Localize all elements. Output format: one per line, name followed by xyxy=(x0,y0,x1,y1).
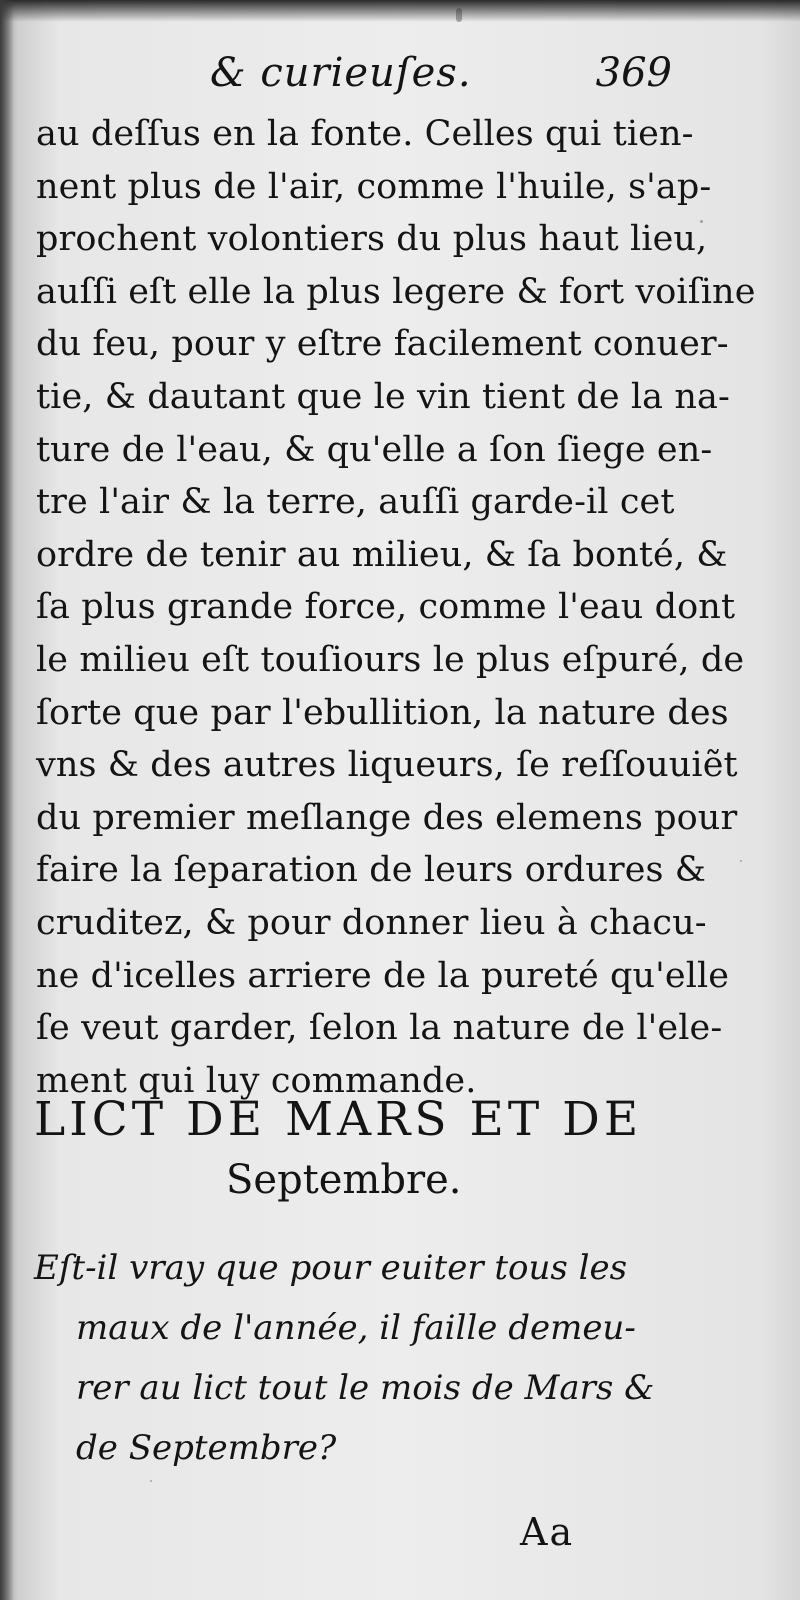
section-heading-line: LICT DE MARS ET DE xyxy=(34,1092,643,1147)
body-line: du feu, pour y eſtre facilement conuer- xyxy=(36,324,729,365)
running-head xyxy=(200,50,690,110)
question-line: maux de l'année, il faille demeu- xyxy=(76,1308,636,1348)
body-line: tie, & dautant que le vin tient de la na- xyxy=(36,376,730,417)
section-heading xyxy=(34,1090,684,1210)
question-line: Eſt-il vray que pour euiter tous les xyxy=(34,1248,628,1288)
question-line: rer au lict tout le mois de Mars & xyxy=(76,1368,655,1408)
question-line: de Septembre? xyxy=(76,1428,337,1468)
body-line: tre l'air & la terre, auſſi garde-il cet xyxy=(36,482,675,523)
scan-top-shadow xyxy=(0,0,800,22)
running-title: & curieuſes. xyxy=(210,50,472,96)
body-line: vns & des autres liqueurs, ſe reſſouuiẽt xyxy=(36,745,738,786)
body-line: ordre de tenir au milieu, & ſa bonté, & xyxy=(36,534,728,575)
body-line: le milieu eſt touſiours le plus eſpuré, de xyxy=(36,639,745,680)
body-line: cruditez, & pour donner lieu à chacu- xyxy=(36,902,707,943)
body-line: au deſſus en la fonte. Celles qui tien- xyxy=(36,114,694,154)
body-line: ſe veut garder, ſelon la nature de l'ele- xyxy=(36,1008,723,1049)
ink-speck xyxy=(700,220,703,223)
question-block xyxy=(34,1238,694,1478)
body-line: prochent volontiers du plus haut lieu, xyxy=(36,219,708,260)
ink-speck xyxy=(740,860,742,862)
body-line: ment qui luy commande. xyxy=(36,1060,477,1101)
body-line: faire la ſeparation de leurs ordures & xyxy=(36,850,707,891)
signature-mark: Aa xyxy=(520,1510,575,1554)
ink-speck xyxy=(150,1480,152,1482)
body-line: ſa plus grande force, comme l'eau dont xyxy=(36,587,736,628)
ink-speck xyxy=(456,8,462,22)
page-number: 369 xyxy=(595,50,672,96)
body-line: ne d'icelles arriere de la pureté qu'elle xyxy=(36,955,730,996)
scan-gutter-shadow xyxy=(0,0,14,1600)
body-line: nent plus de l'air, comme l'huile, s'ap- xyxy=(36,166,712,207)
body-line: du premier meſlange des elemens pour xyxy=(36,797,738,838)
body-line: ſorte que par l'ebullition, la nature des xyxy=(36,692,729,733)
body-line: auſſi eſt elle la plus legere & fort voiſine xyxy=(36,271,756,312)
section-heading-line: Septembre. xyxy=(226,1157,462,1203)
body-paragraph xyxy=(36,108,756,1107)
body-line: ture de l'eau, & qu'elle a ſon ſiege en- xyxy=(36,429,713,470)
